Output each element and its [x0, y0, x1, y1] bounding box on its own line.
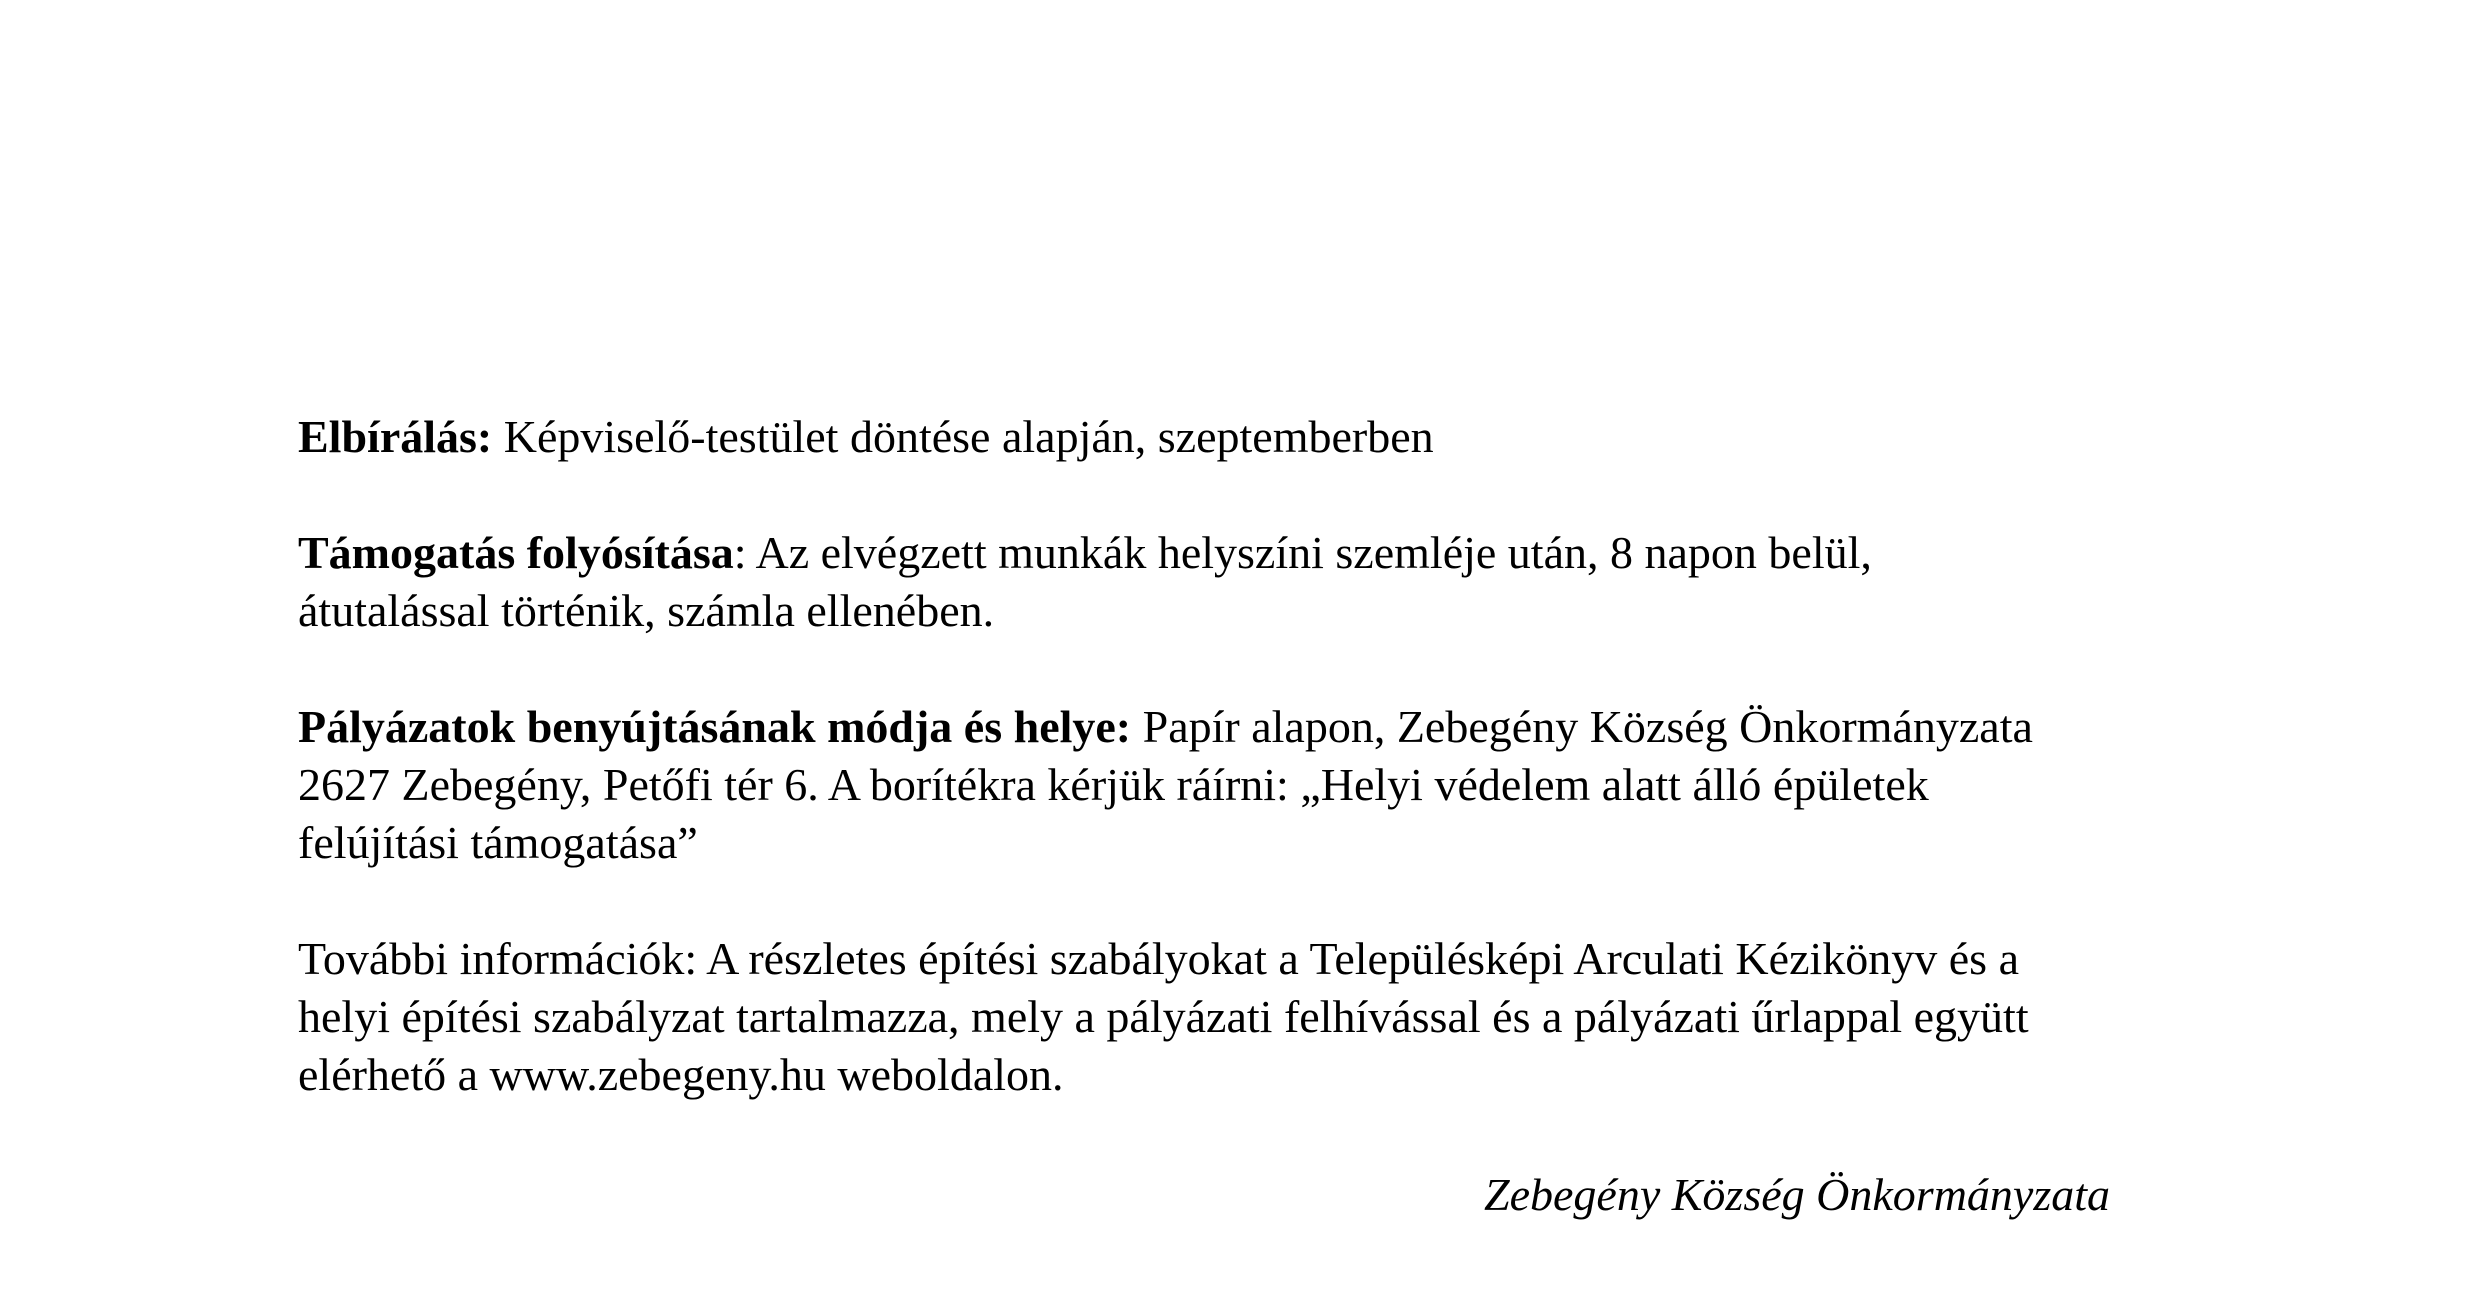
evaluation-text: Képviselő-testület döntése alapján, szeptemberben [492, 411, 1434, 462]
signature-line: Zebegény Község Önkormányzata [1484, 1169, 2111, 1220]
paragraph-submission [298, 698, 2258, 872]
more-info-line1: További információk: A részletes építési szabályokat a Településképi Arculati Kézikönyv és a [298, 933, 2020, 984]
submission-text-line3: felújítási támogatása” [298, 817, 698, 868]
evaluation-label: Elbírálás: [298, 411, 493, 462]
more-info-line3: elérhető a www.zebegeny.hu weboldalon. [298, 1049, 1064, 1100]
submission-text-line1: Papír alapon, Zebegény Község Önkormányzata [1131, 701, 2033, 752]
submission-label: Pályázatok benyújtásának módja és helye: [298, 701, 1132, 752]
submission-text-line2: 2627 Zebegény, Petőfi tér 6. A borítékra kérjük ráírni: „Helyi védelem alatt álló épületek [298, 759, 1929, 810]
more-info-line2: helyi építési szabályzat tartalmazza, mely a pályázati felhívással és a pályázati űrlappal együtt [298, 991, 2029, 1042]
paragraph-more-info [298, 930, 2258, 1104]
payment-text-line2: átutalással történik, számla ellenében. [298, 585, 995, 636]
paragraph-evaluation [298, 408, 2258, 466]
paragraph-payment [298, 524, 2258, 640]
document-body [298, 408, 2258, 1162]
paragraph-line [298, 408, 2258, 466]
payment-label: Támogatás folyósítása [298, 527, 734, 578]
paragraph-line [298, 698, 2258, 756]
payment-text-line1: : Az elvégzett munkák helyszíni szemléje után, 8 napon belül, [733, 527, 1872, 578]
paragraph-line [298, 524, 2258, 582]
